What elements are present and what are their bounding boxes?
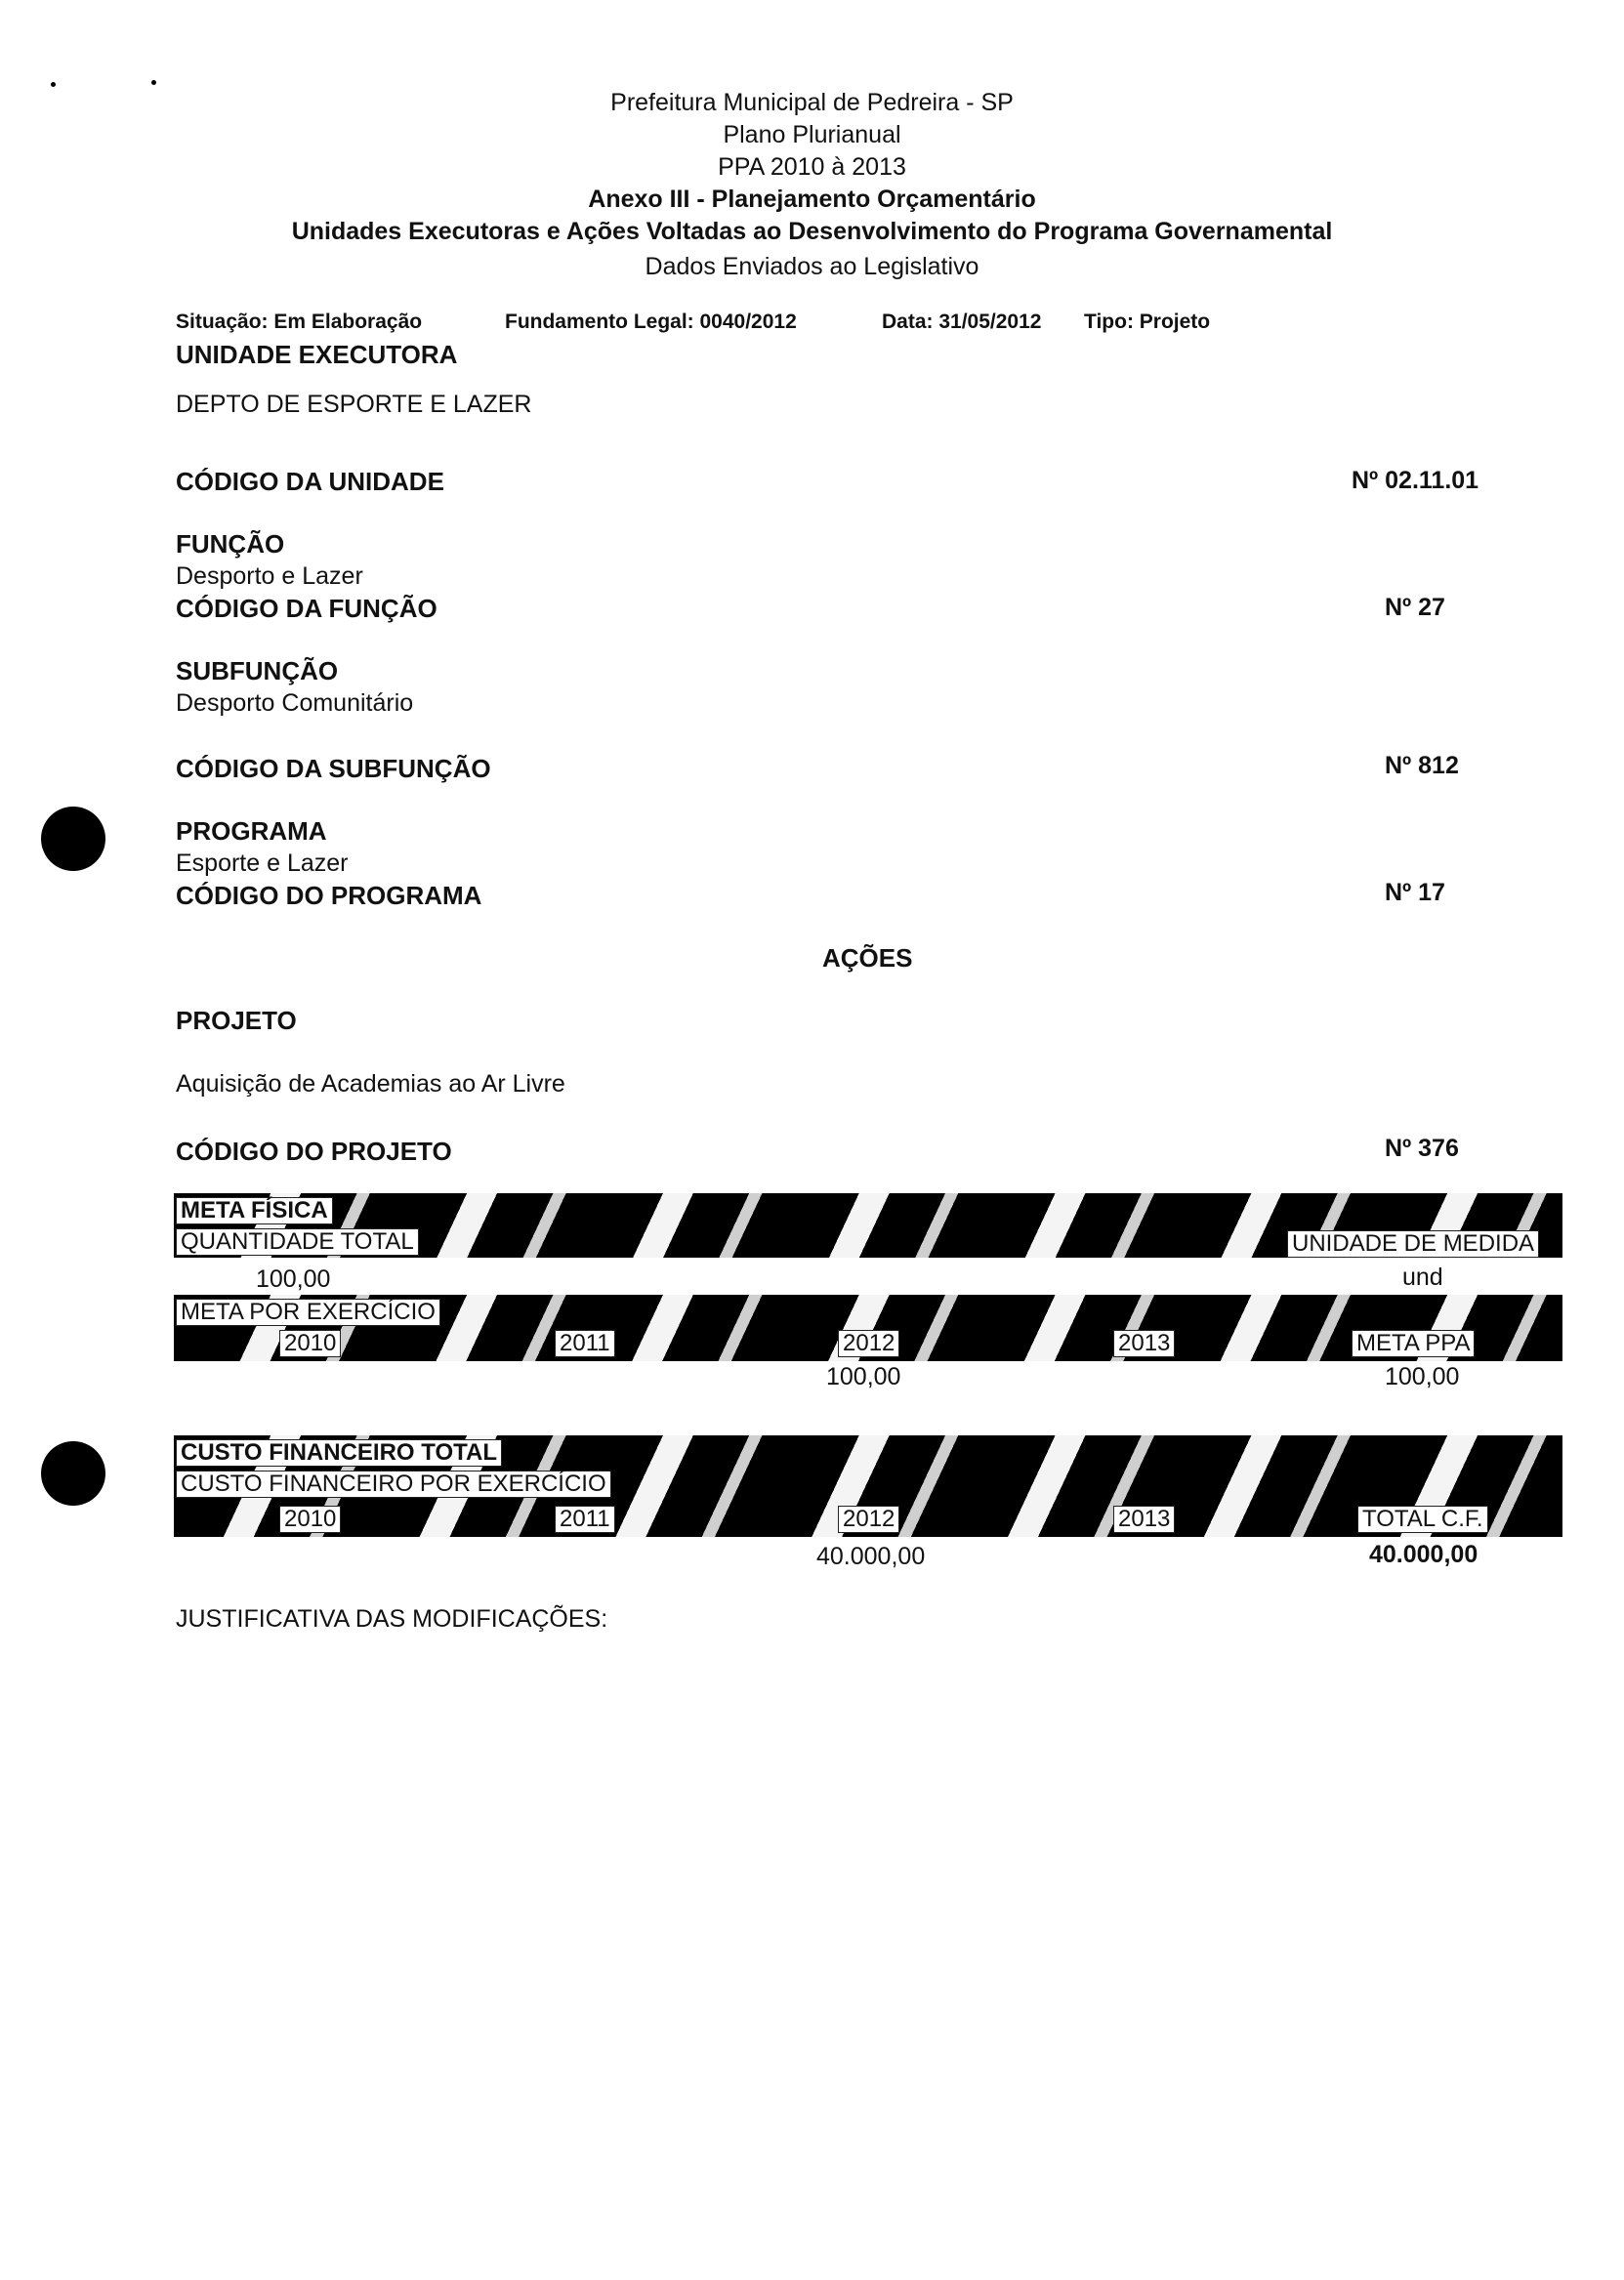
- unidade-executora-value: DEPTO DE ESPORTE E LAZER: [176, 391, 532, 418]
- programa-value: Esporte e Lazer: [176, 850, 349, 877]
- fundamento-legal: Fundamento Legal: 0040/2012: [505, 311, 797, 333]
- unidade-medida-value: und: [1402, 1264, 1443, 1291]
- unidade-executora-label: UNIDADE EXECUTORA: [176, 340, 458, 369]
- meta-year-2013: 2013: [1113, 1330, 1175, 1357]
- projeto-label: PROJETO: [176, 1006, 297, 1035]
- programa-label: PROGRAMA: [176, 816, 327, 846]
- custo-year-2013: 2013: [1113, 1506, 1175, 1533]
- justificativa-label: JUSTIFICATIVA DAS MODIFICAÇÕES:: [176, 1605, 608, 1633]
- meta-fisica-title: META FÍSICA: [176, 1197, 333, 1224]
- punch-hole-mark: [41, 807, 105, 871]
- subfuncao-value: Desporto Comunitário: [176, 689, 414, 717]
- custo-year-2011: 2011: [555, 1506, 615, 1533]
- scan-mark-small: [151, 80, 156, 85]
- codigo-programa-label: CÓDIGO DO PROGRAMA: [176, 881, 482, 910]
- codigo-funcao-value: Nº 27: [1385, 594, 1445, 621]
- subfuncao-label: SUBFUNÇÃO: [176, 656, 339, 685]
- quantidade-total-label: QUANTIDADE TOTAL: [176, 1228, 419, 1256]
- meta-year-2010: 2010: [279, 1330, 341, 1357]
- funcao-label: FUNÇÃO: [176, 529, 285, 559]
- codigo-projeto-value: Nº 376: [1385, 1135, 1459, 1162]
- codigo-programa-value: Nº 17: [1385, 879, 1445, 906]
- data: Data: 31/05/2012: [882, 311, 1042, 333]
- header-line-6: Dados Enviados ao Legislativo: [645, 253, 979, 280]
- meta-2012-value: 100,00: [826, 1363, 901, 1390]
- codigo-subfuncao-value: Nº 812: [1385, 752, 1459, 779]
- quantidade-total-value: 100,00: [256, 1265, 331, 1293]
- header-line-4: Anexo III - Planejamento Orçamentário: [588, 186, 1036, 213]
- total-cf-value: 40.000,00: [1369, 1541, 1478, 1568]
- codigo-unidade-label: CÓDIGO DA UNIDADE: [176, 467, 444, 496]
- funcao-value: Desporto e Lazer: [176, 562, 363, 590]
- codigo-subfuncao-label: CÓDIGO DA SUBFUNÇÃO: [176, 754, 491, 783]
- projeto-value: Aquisição de Academias ao Ar Livre: [176, 1070, 565, 1098]
- meta-year-2012: 2012: [838, 1330, 899, 1357]
- header-line-1: Prefeitura Municipal de Pedreira - SP: [610, 89, 1014, 116]
- meta-ppa-label: META PPA: [1352, 1330, 1475, 1357]
- meta-ppa-value: 100,00: [1385, 1363, 1460, 1390]
- acoes-title: AÇÕES: [822, 943, 913, 973]
- unidade-medida-label: UNIDADE DE MEDIDA: [1287, 1230, 1539, 1258]
- custo-exercicio-label: CUSTO FINANCEIRO POR EXERCÍCIO: [176, 1471, 611, 1498]
- codigo-funcao-label: CÓDIGO DA FUNÇÃO: [176, 594, 437, 623]
- header-line-2: Plano Plurianual: [723, 121, 901, 148]
- codigo-unidade-value: Nº 02.11.01: [1352, 467, 1479, 494]
- custo-year-2012: 2012: [838, 1506, 899, 1533]
- tipo: Tipo: Projeto: [1084, 311, 1211, 333]
- custo-year-2010: 2010: [279, 1506, 341, 1533]
- situacao: Situação: Em Elaboração: [176, 311, 423, 333]
- custo-2012-value: 40.000,00: [816, 1543, 926, 1570]
- header-line-3: PPA 2010 à 2013: [718, 153, 906, 181]
- punch-hole-mark: [41, 1441, 105, 1506]
- meta-exercicio-label: META POR EXERCÍCIO: [176, 1299, 440, 1326]
- meta-year-2011: 2011: [555, 1330, 615, 1357]
- total-cf-label: TOTAL C.F.: [1357, 1506, 1488, 1533]
- codigo-projeto-label: CÓDIGO DO PROJETO: [176, 1137, 452, 1166]
- header-line-5: Unidades Executoras e Ações Voltadas ao Desenvolvimento do Programa Governamental: [291, 218, 1333, 245]
- custo-total-title: CUSTO FINANCEIRO TOTAL: [176, 1439, 502, 1467]
